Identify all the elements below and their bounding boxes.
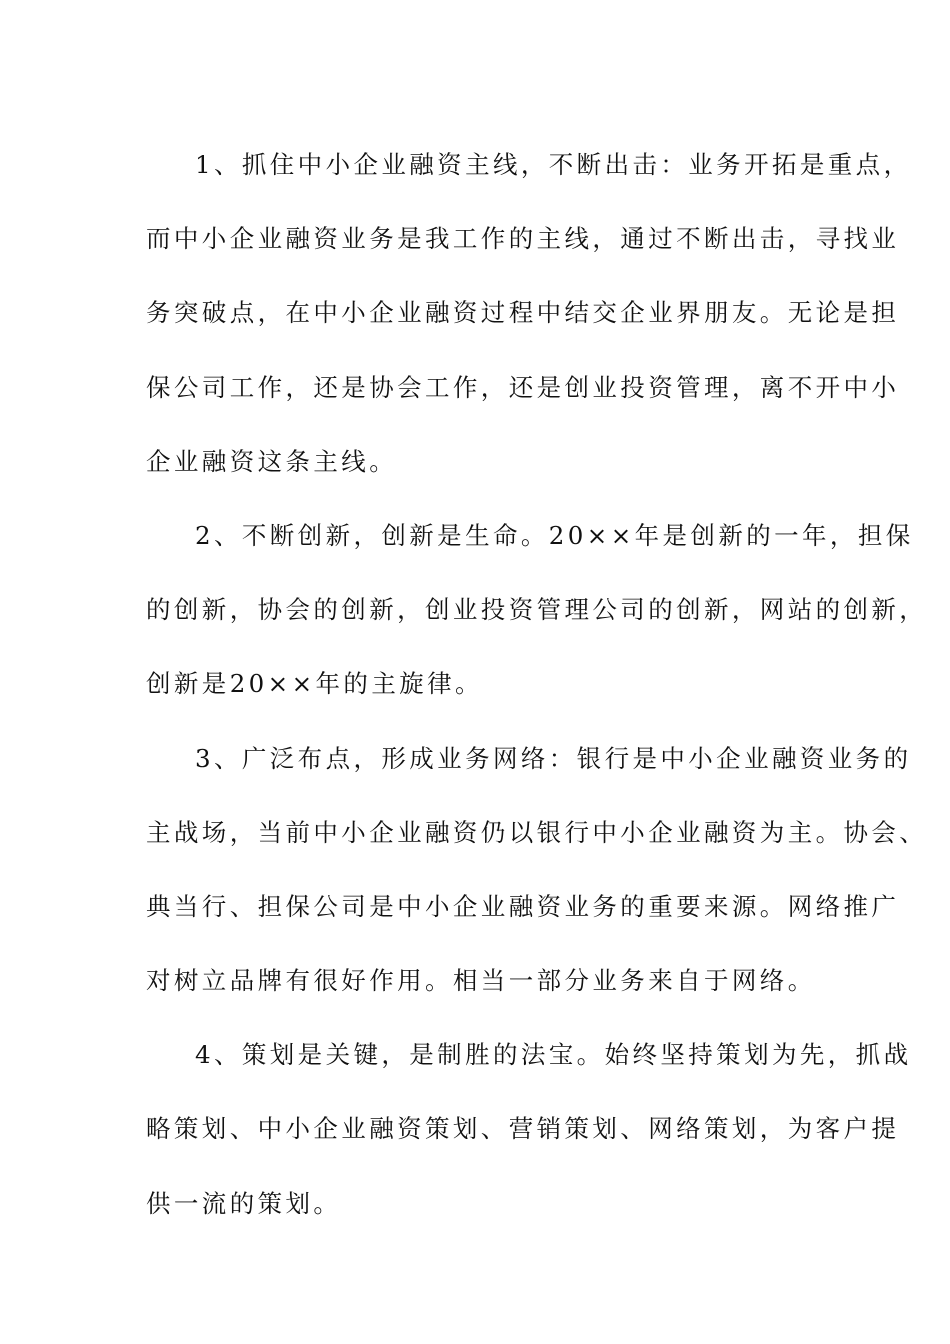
paragraph-line: 3、广泛布点，形成业务网络：银行是中小企业融资业务的 xyxy=(195,743,912,773)
paragraph-line: 4、策划是关键，是制胜的法宝。始终坚持策划为先，抓战 xyxy=(195,1040,912,1070)
paragraph-3 xyxy=(146,722,928,1019)
paragraph-line: 的创新，协会的创新，创业投资管理公司的创新，网站的创新， xyxy=(146,595,928,625)
paragraph-line: 供一流的策划。 xyxy=(146,1188,342,1218)
paragraph-line: 1、抓住中小企业融资主线，不断出击：业务开拓是重点， xyxy=(195,150,912,179)
paragraph-line: 略策划、中小企业融资策划、营销策划、网络策划，为客户提 xyxy=(146,1114,900,1144)
paragraph-line: 主战场，当前中小企业融资仍以银行中小企业融资为主。协会、 xyxy=(146,817,928,847)
document-body xyxy=(146,128,928,1241)
paragraph-2 xyxy=(146,499,928,722)
paragraph-line: 企业融资这条主线。 xyxy=(146,446,398,476)
paragraph-1 xyxy=(146,128,912,499)
paragraph-line: 务突破点，在中小企业融资过程中结交企业界朋友。无论是担 xyxy=(146,298,900,328)
paragraph-line: 2、不断创新，创新是生命。20××年是创新的一年，担保 xyxy=(195,520,914,550)
paragraph-line: 典当行、担保公司是中小企业融资业务的重要来源。网络推广 xyxy=(146,891,900,921)
paragraph-4 xyxy=(146,1018,912,1241)
paragraph-line: 创新是20××年的主旋律。 xyxy=(146,669,483,699)
paragraph-line: 而中小企业融资业务是我工作的主线，通过不断出击，寻找业 xyxy=(146,224,900,254)
paragraph-line: 保公司工作，还是协会工作，还是创业投资管理，离不开中小 xyxy=(146,372,900,402)
paragraph-line: 对树立品牌有很好作用。相当一部分业务来自于网络。 xyxy=(146,966,816,996)
